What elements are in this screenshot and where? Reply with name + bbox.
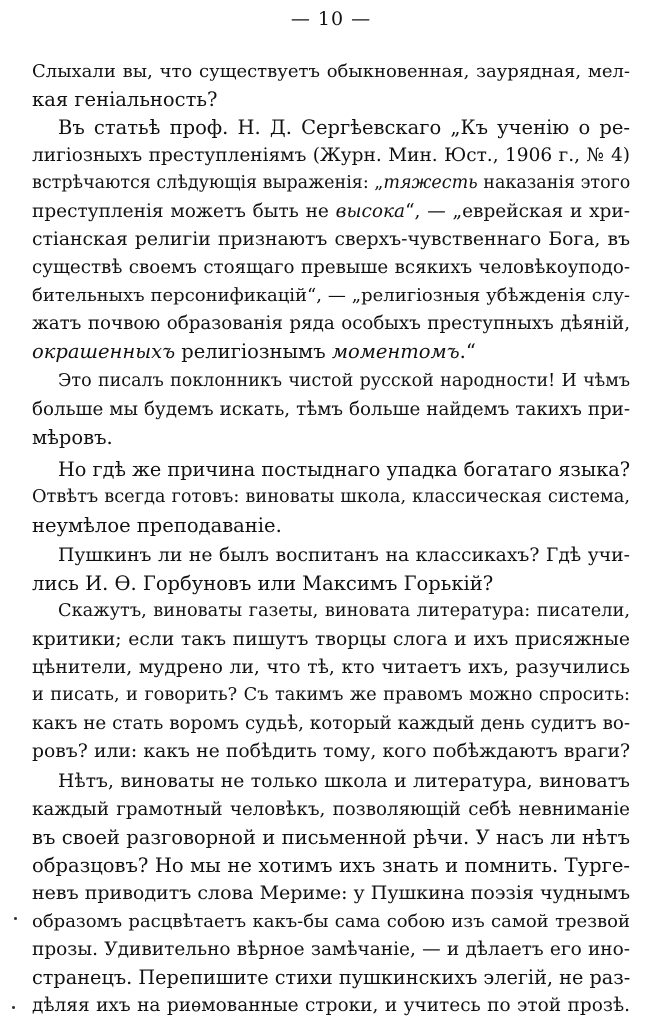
text-line: больше мы будемъ искать, тѣмъ больше найдемъ такихъ при- bbox=[32, 399, 630, 420]
text-line: дѣляя ихъ на риѳмованные строки, и учитесь по этой прозѣ. bbox=[32, 995, 630, 1016]
scan-speck bbox=[14, 917, 17, 920]
text-line: встрѣчаются слѣдующія выраженія: „тяжесть наказанія этого bbox=[32, 173, 631, 193]
page-number: — 10 — bbox=[290, 8, 372, 30]
text-line: прозы. Удивительно вѣрное замѣчаніе, — и дѣлаетъ его ино- bbox=[32, 939, 630, 960]
text-line: окрашенныхъ религіознымъ моментомъ.“ bbox=[32, 340, 476, 363]
text-line: ровъ? или: какъ не побѣдить тому, кого побѣждаютъ враги? bbox=[32, 741, 630, 762]
text-line: стіанская религіи признаютъ сверхъ-чувственнаго Бога, въ bbox=[32, 229, 630, 250]
italic-word: моментомъ bbox=[331, 340, 460, 363]
text-line: существѣ своемъ стоящаго превыше всякихъ человѣкоуподо- bbox=[32, 257, 630, 278]
text-line: кая геніальность? bbox=[32, 88, 218, 111]
text-line: преступленія можетъ быть не высока“, — „еврейская и хри- bbox=[32, 201, 630, 222]
text-line: Въ статьѣ проф. Н. Д. Сергѣевскаго „Къ ученію о ре- bbox=[58, 116, 630, 139]
italic-word: высока bbox=[335, 201, 406, 222]
text-line: бительныхъ персонификацій“, — „религіозныя убѣжденія слу- bbox=[32, 285, 630, 306]
text-line: мѣровъ. bbox=[32, 426, 113, 449]
text-line: Но гдѣ же причина постыднаго упадка богатаго языка? bbox=[58, 458, 631, 481]
text-line: Слыхали вы, что существуетъ обыкновенная, заурядная, мел- bbox=[32, 61, 630, 82]
italic-word: окрашенныхъ bbox=[32, 340, 176, 363]
text-line: невъ приводитъ слова Мериме: у Пушкина поэзія чуднымъ bbox=[32, 882, 631, 904]
text-line: въ своей разговорной и письменной рѣчи. У насъ ли нѣтъ bbox=[32, 826, 630, 849]
text-line: цѣнители, мудрено ли, что тѣ, кто читаетъ ихъ, разучились bbox=[32, 657, 630, 678]
text-line: критики; если такъ пишутъ творцы слога и ихъ присяжные bbox=[32, 629, 630, 650]
text-line: Нѣтъ, виноваты не только школа и литература, виноватъ bbox=[58, 771, 630, 792]
text-line: Это писалъ поклонникъ чистой русской народности! И чѣмъ bbox=[58, 371, 630, 391]
text-line: лись И. Ѳ. Горбуновъ или Максимъ Горькій? bbox=[32, 572, 494, 595]
text-line: Отвѣтъ всегда готовъ: виноваты школа, классическая система, bbox=[32, 487, 630, 507]
scan-speck bbox=[12, 1006, 15, 1009]
book-page bbox=[32, 0, 630, 1036]
text-line: образомъ расцвѣтаетъ какъ-бы сама собою изъ самой трезвой bbox=[32, 911, 630, 932]
text-line: и писать, и говорить? Съ такимъ же правомъ можно спросить: bbox=[32, 685, 630, 705]
text-line: какъ не стать воромъ судьѣ, который каждый день судитъ во- bbox=[32, 713, 630, 734]
text-line: жатъ почвою образованія ряда особыхъ преступныхъ дѣяній, bbox=[32, 313, 630, 334]
text-line: каждый грамотный человѣкъ, позволяющій себѣ невниманіе bbox=[32, 799, 630, 820]
text-line: Пушкинъ ли не былъ воспитанъ на классикахъ? Гдѣ учи- bbox=[58, 545, 630, 566]
text-line: лигіозныхъ преступленіямъ (Журн. Мин. Юст., 1906 г., № 4) bbox=[32, 145, 630, 166]
text-line: неумѣлое преподаваніе. bbox=[32, 514, 282, 537]
text-line: странецъ. Перепишите стихи пушкинскихъ элегій, не раз- bbox=[32, 966, 631, 989]
text-line: Скажутъ, виноваты газеты, виновата литература: писатели, bbox=[58, 601, 630, 621]
italic-word: тяжесть bbox=[383, 173, 478, 193]
text-line: образцовъ? Но мы не хотимъ ихъ знать и помнить. Турге- bbox=[32, 854, 630, 877]
